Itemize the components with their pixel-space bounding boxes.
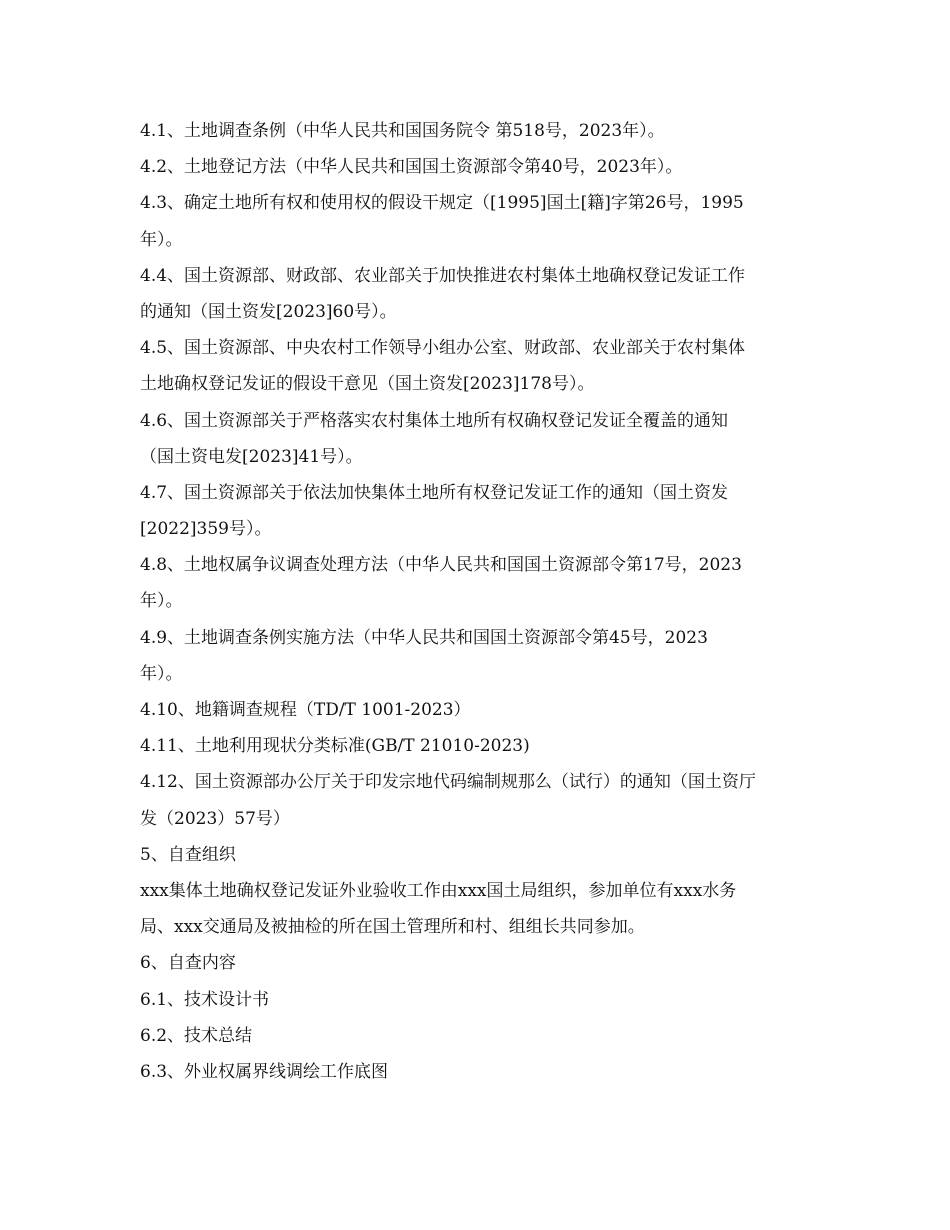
text-line: xxx集体土地确权登记发证外业验收工作由xxx国土局组织，参加单位有xxx水务 <box>140 880 737 901</box>
text-line: 4.3、确定土地所有权和使用权的假设干规定（[1995]国土[籍]字第26号，1995 <box>140 193 744 214</box>
text-line: 土地确权登记发证的假设干意见（国土资发[2023]178号）。 <box>140 374 595 395</box>
text-line: [2022]359号）。 <box>140 519 272 540</box>
text-line: 6、自查内容 <box>140 953 236 974</box>
text-line: （国土资电发[2023]41号）。 <box>140 446 363 467</box>
text-line: 局、xxx交通局及被抽检的所在国土管理所和村、组组长共同参加。 <box>140 917 645 938</box>
text-line: 5、自查组织 <box>140 844 236 865</box>
text-line: 4.2、土地登记方法（中华人民共和国国土资源部令第40号，2023年）。 <box>140 157 683 178</box>
text-line: 年）。 <box>140 591 183 612</box>
text-line: 4.6、国土资源部关于严格落实农村集体土地所有权确权登记发证全覆盖的通知 <box>140 410 729 431</box>
document-body <box>140 113 800 1090</box>
text-line: 4.11、土地利用现状分类标准(GB/T 21010-2023) <box>140 736 530 757</box>
text-line: 年）。 <box>140 663 183 684</box>
text-line: 4.1、土地调查条例（中华人民共和国国务院令 第518号，2023年）。 <box>140 121 665 141</box>
text-line: 4.5、国土资源部、中央农村工作领导小组办公室、财政部、农业部关于农村集体 <box>140 338 746 359</box>
text-line: 6.2、技术总结 <box>140 1025 253 1046</box>
text-line: 年）。 <box>140 229 183 250</box>
text-line: 4.10、地籍调查规程（TD/T 1001-2023） <box>140 700 471 720</box>
text-line: 4.4、国土资源部、财政部、农业部关于加快推进农村集体土地确权登记发证工作 <box>140 265 746 286</box>
text-line: 4.9、土地调查条例实施方法（中华人民共和国国土资源部令第45号，2023 <box>140 627 708 648</box>
text-line: 6.3、外业权属界线调绘工作底图 <box>140 1061 389 1082</box>
text-line: 6.1、技术设计书 <box>140 989 270 1010</box>
text-line: 4.12、国土资源部办公厅关于印发宗地代码编制规那么（试行）的通知（国土资厅 <box>140 772 756 793</box>
text-line: 的通知（国土资发[2023]60号）。 <box>140 301 397 322</box>
text-line: 4.8、土地权属争议调查处理方法（中华人民共和国国土资源部令第17号，2023 <box>140 555 742 576</box>
text-line: 发（2023）57号） <box>140 808 290 829</box>
text-line: 4.7、国土资源部关于依法加快集体土地所有权登记发证工作的通知（国土资发 <box>140 482 729 503</box>
